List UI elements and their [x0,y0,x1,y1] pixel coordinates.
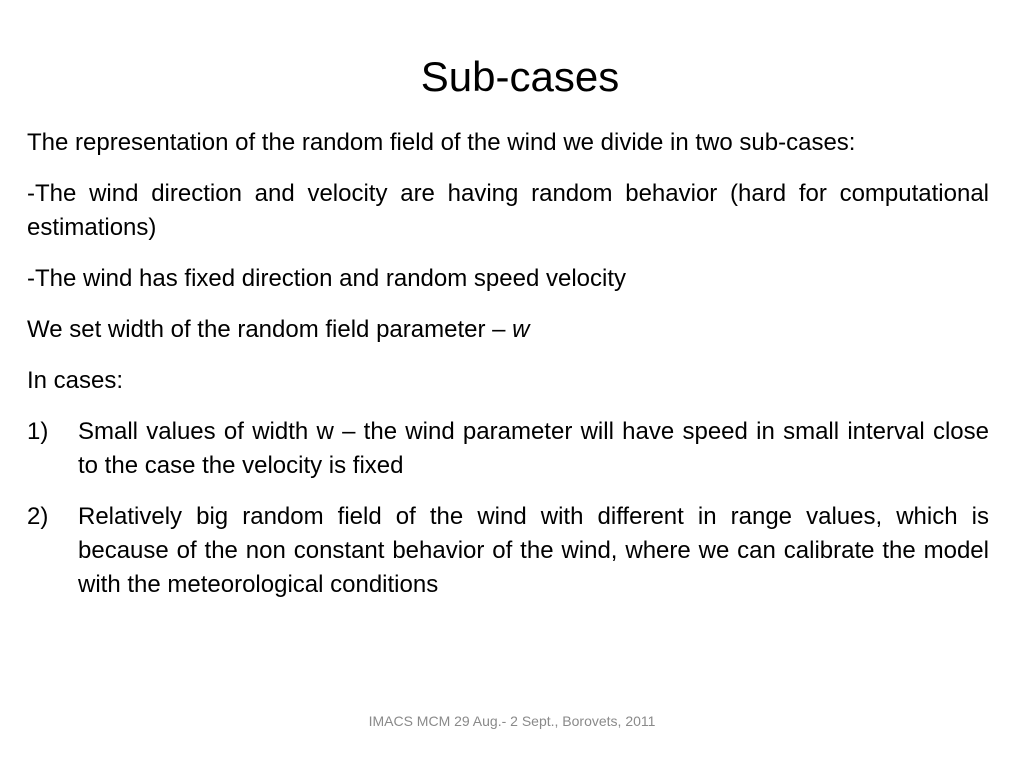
list-item-text: Small values of width w – the wind parameter will have speed in small interval close to the case the velocity is fixed [78,418,989,479]
list-item-text: Relatively big random field of the wind with different in range values, which is because of the non constant behavior of the wind, where we can calibrate the model with the meteorological conditions [78,503,989,598]
slide-body [27,126,989,619]
subcase-random-paragraph: -The wind direction and velocity are having random behavior (hard for computational estimations) [27,180,989,241]
subcase-fixed-paragraph: -The wind has fixed direction and random speed velocity [27,265,626,292]
intro-paragraph: The representation of the random field of the wind we divide in two sub-cases: [27,129,856,156]
slide-footer: IMACS MCM 29 Aug.- 2 Sept., Borovets, 2011 [368,713,656,729]
width-parameter-text: We set width of the random field parameter – [27,316,513,343]
width-parameter-paragraph [27,313,989,347]
slide-title: Sub-cases [420,53,620,100]
cases-label: In cases: [27,367,124,394]
list-item-number: 2) [27,503,49,530]
list-item-number: 1) [27,418,49,445]
width-variable: w [512,316,530,343]
list-item [27,415,989,483]
list-item [27,500,989,602]
